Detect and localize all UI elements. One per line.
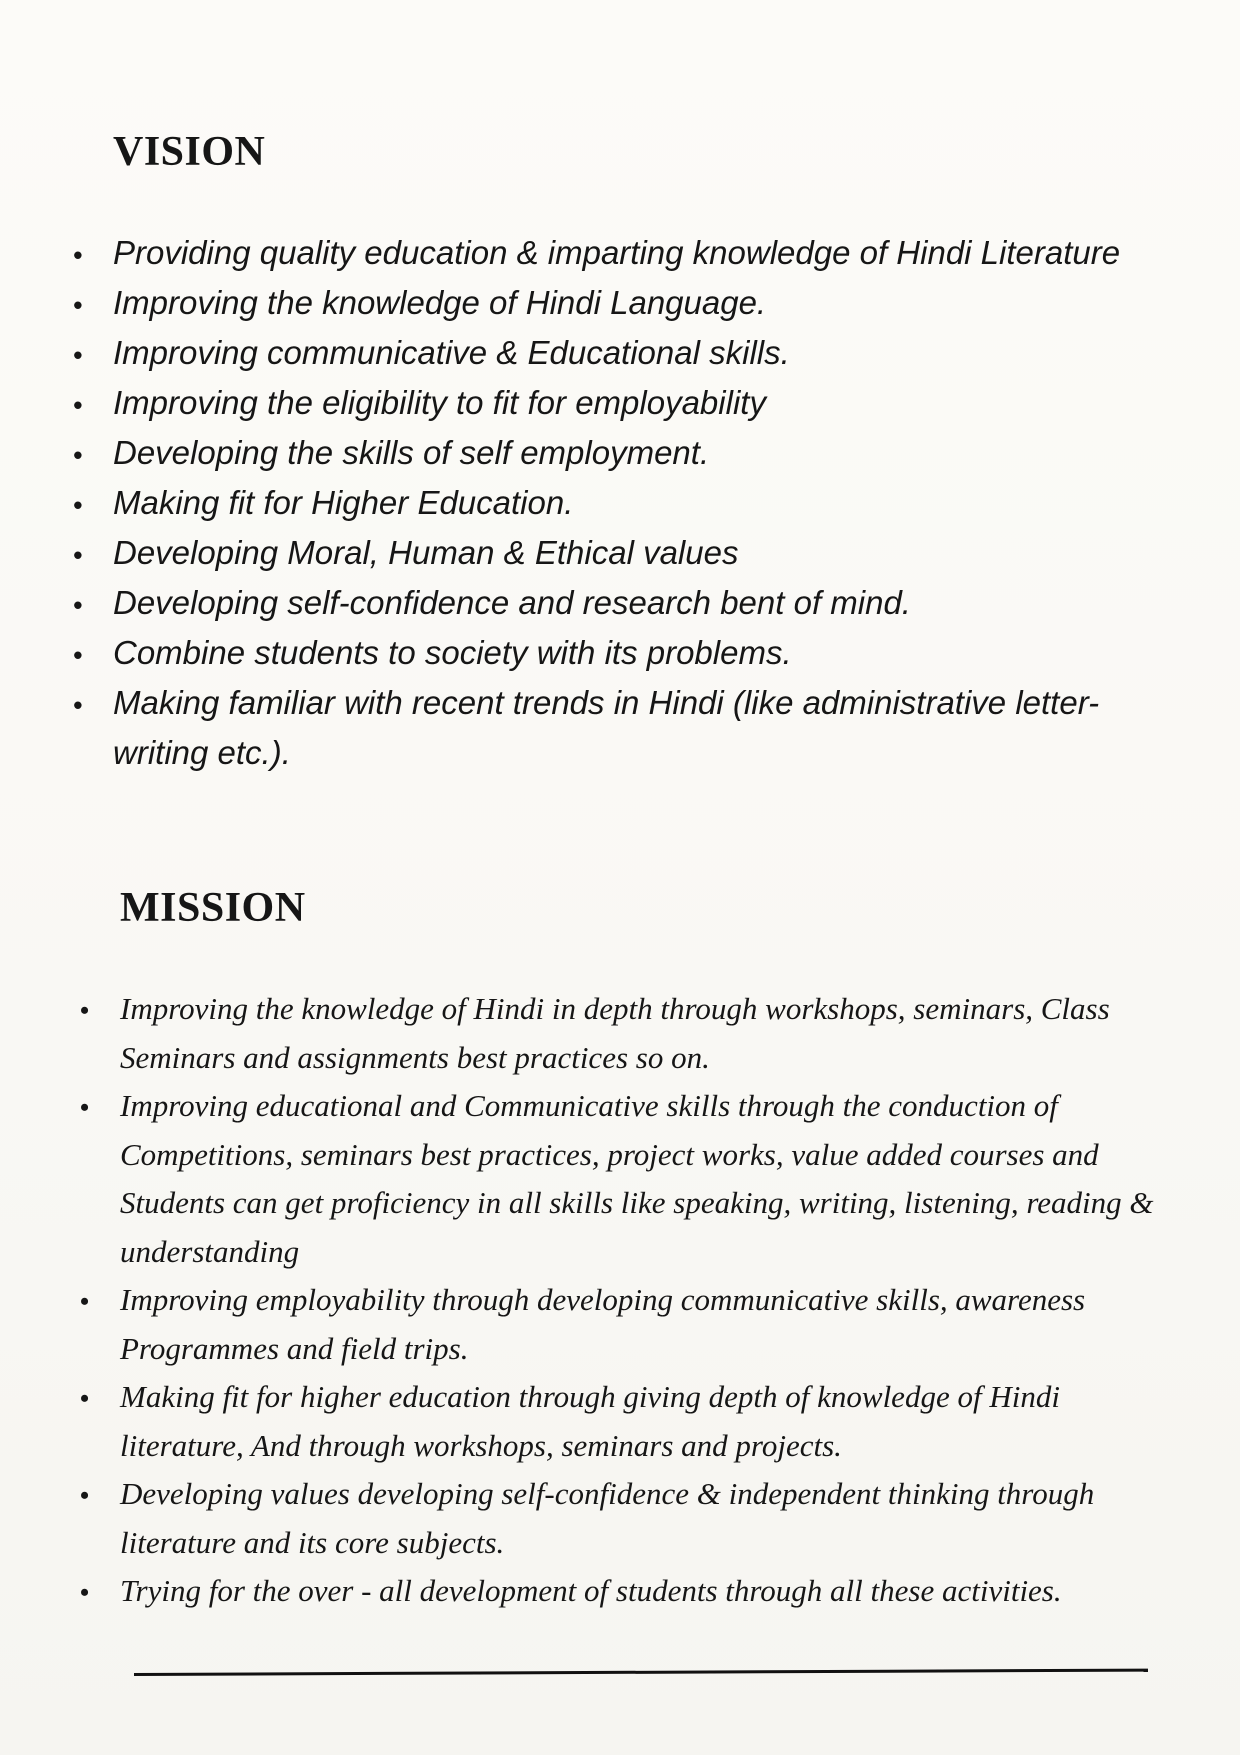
bullet-icon: • [80, 1578, 90, 1607]
bullet-icon: • [80, 1093, 90, 1122]
bullet-icon: • [73, 340, 83, 370]
list-item [73, 328, 1143, 378]
bullet-icon: • [73, 640, 83, 670]
bullet-icon: • [73, 540, 83, 570]
list-item-text: Making fit for higher education through giving depth of knowledge of Hindi literature, And through workshops, seminars and projects. [120, 1379, 1060, 1463]
list-item [73, 428, 1143, 478]
bullet-icon: • [73, 240, 83, 270]
list-item [80, 1082, 1160, 1276]
list-item [73, 528, 1143, 578]
list-item-text: Developing values developing self-confidence & independent thinking through literature and its core subjects. [120, 1476, 1095, 1560]
list-item-text: Making familiar with recent trends in Hindi (like administrative letter-writing etc.). [113, 684, 1100, 771]
bullet-icon: • [80, 1481, 90, 1510]
bullet-icon: • [80, 1287, 90, 1316]
list-item [73, 228, 1143, 278]
list-item [73, 478, 1143, 528]
list-item [80, 985, 1160, 1082]
list-item-text: Improving communicative & Educational skills. [113, 334, 790, 371]
bullet-icon: • [73, 290, 83, 320]
list-item-text: Developing the skills of self employment. [113, 434, 710, 471]
bullet-icon: • [80, 1384, 90, 1413]
list-item-text: Improving employability through developing communicative skills, awareness Programmes and field trips. [120, 1282, 1086, 1366]
list-item-text: Improving the eligibility to fit for employability [113, 384, 766, 421]
list-item [73, 578, 1143, 628]
list-item [73, 278, 1143, 328]
list-item [73, 378, 1143, 428]
bullet-icon: • [73, 690, 83, 720]
bullet-icon: • [80, 996, 90, 1025]
vision-list [73, 228, 1143, 778]
mission-heading: MISSION [120, 885, 306, 931]
list-item-text: Developing Moral, Human & Ethical values [113, 534, 739, 571]
bullet-icon: • [73, 390, 83, 420]
list-item-text: Making fit for Higher Education. [113, 484, 574, 521]
list-item-text: Improving the knowledge of Hindi Language. [113, 284, 767, 321]
list-item [73, 628, 1143, 678]
mission-list [80, 985, 1160, 1616]
list-item-text: Trying for the over - all development of students through all these activities. [120, 1573, 1062, 1608]
list-item-text: Improving educational and Communicative skills through the conduction of Competitions, seminars best practices, project works, value added courses and Students can get proficiency in all skills like speaking, writing, listening, reading & understanding [120, 1088, 1154, 1269]
list-item-text: Developing self-confidence and research bent of mind. [113, 584, 911, 621]
list-item [80, 1276, 1160, 1373]
list-item [80, 1373, 1160, 1470]
bullet-icon: • [73, 490, 83, 520]
vision-heading: VISION [113, 129, 266, 175]
bottom-divider [134, 1669, 1148, 1676]
list-item-text: Improving the knowledge of Hindi in depth through workshops, seminars, Class Seminars and assignments best practices so on. [120, 991, 1110, 1075]
list-item [80, 1567, 1160, 1616]
bullet-icon: • [73, 590, 83, 620]
list-item-text: Providing quality education & imparting knowledge of Hindi Literature [113, 234, 1121, 271]
list-item [80, 1470, 1160, 1567]
bullet-icon: • [73, 440, 83, 470]
list-item-text: Combine students to society with its problems. [113, 634, 792, 671]
list-item [73, 678, 1143, 778]
